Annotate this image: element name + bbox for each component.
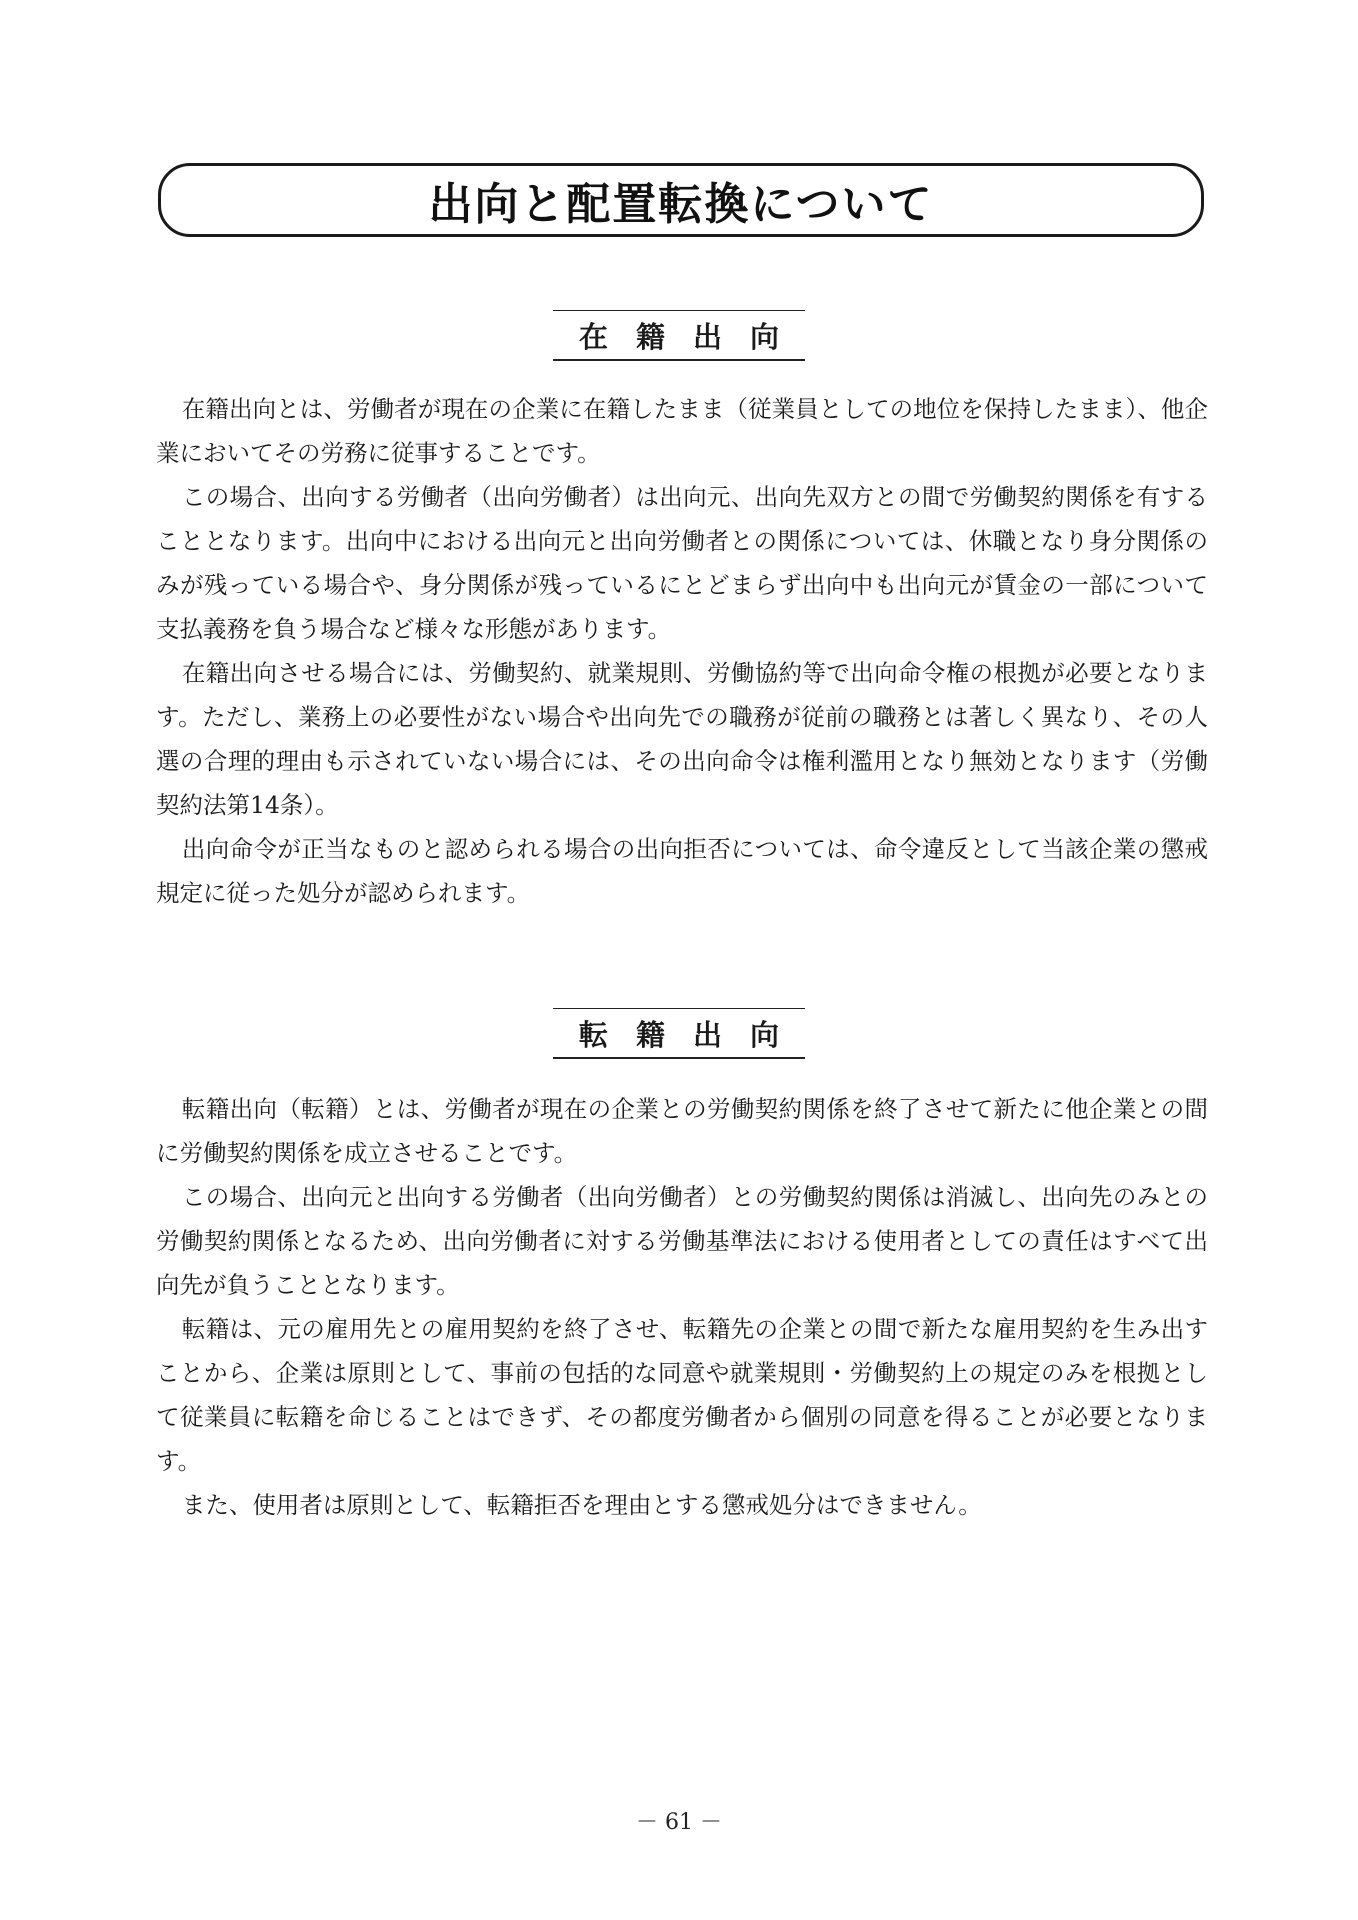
- paragraph: 在籍出向とは、労働者が現在の企業に在籍したまま（従業員としての地位を保持したまま）、他企業においてその労務に従事することです。: [156, 395, 1208, 467]
- section-heading-char: 出: [693, 1018, 723, 1052]
- section-1-body: [156, 387, 1208, 915]
- paragraph: 在籍出向させる場合には、労働契約、就業規則、労働協約等で出向命令権の根拠が必要となります。ただし、業務上の必要性がない場合や出向先での職務が従前の職務とは著しく異なり、その人選の合理的理由も示されていない場合には、その出向命令は権利濫用となり無効となります（労働契約法第14条）。: [156, 659, 1208, 819]
- section-heading-char: 在: [578, 320, 608, 354]
- section-tenseki-shukko: [0, 1008, 1358, 1059]
- section-heading-char: 向: [750, 320, 780, 354]
- paragraph: この場合、出向元と出向する労働者（出向労働者）との労働契約関係は消滅し、出向先のみとの労働契約関係となるため、出向労働者に対する労働基準法における使用者としての責任はすべて出向先が負うこととなります。: [156, 1183, 1208, 1299]
- section-heading: [553, 310, 805, 361]
- paragraph: 転籍出向（転籍）とは、労働者が現在の企業との労働契約関係を終了させて新たに他企業との間に労働契約関係を成立させることです。: [156, 1095, 1208, 1167]
- paragraph: 出向命令が正当なものと認められる場合の出向拒否については、命令違反として当該企業の懲戒規定に従った処分が認められます。: [156, 835, 1208, 907]
- section-heading-char: 向: [750, 1018, 780, 1052]
- section-heading-char: 籍: [635, 1018, 665, 1052]
- page-title-box: [158, 163, 1204, 237]
- paragraph: また、使用者は原則として、転籍拒否を理由とする懲戒処分はできません。: [181, 1491, 982, 1519]
- page-number: － 61 －: [636, 1810, 722, 1835]
- section-zaiseki-shukko: [0, 310, 1358, 361]
- page-title: 出向と配置転換について: [428, 179, 934, 230]
- paragraph: この場合、出向する労働者（出向労働者）は出向元、出向先双方との間で労働契約関係を有することとなります。出向中における出向元と出向労働者との関係については、休職となり身分関係のみが残っている場合や、身分関係が残っているにとどまらず出向中も出向元が賃金の一部について支払義務を負う場合など様々な形態があります。: [156, 483, 1208, 643]
- section-heading-char: 転: [578, 1018, 608, 1052]
- section-2-body: [156, 1087, 1208, 1527]
- section-heading-char: 出: [693, 320, 723, 354]
- section-heading: [553, 1008, 805, 1059]
- paragraph: 転籍は、元の雇用先との雇用契約を終了させ、転籍先の企業との間で新たな雇用契約を生み出すことから、企業は原則として、事前の包括的な同意や就業規則・労働契約上の規定のみを根拠として従業員に転籍を命じることはできず、その都度労働者から個別の同意を得ることが必要となります。: [156, 1315, 1208, 1475]
- section-heading-char: 籍: [635, 320, 665, 354]
